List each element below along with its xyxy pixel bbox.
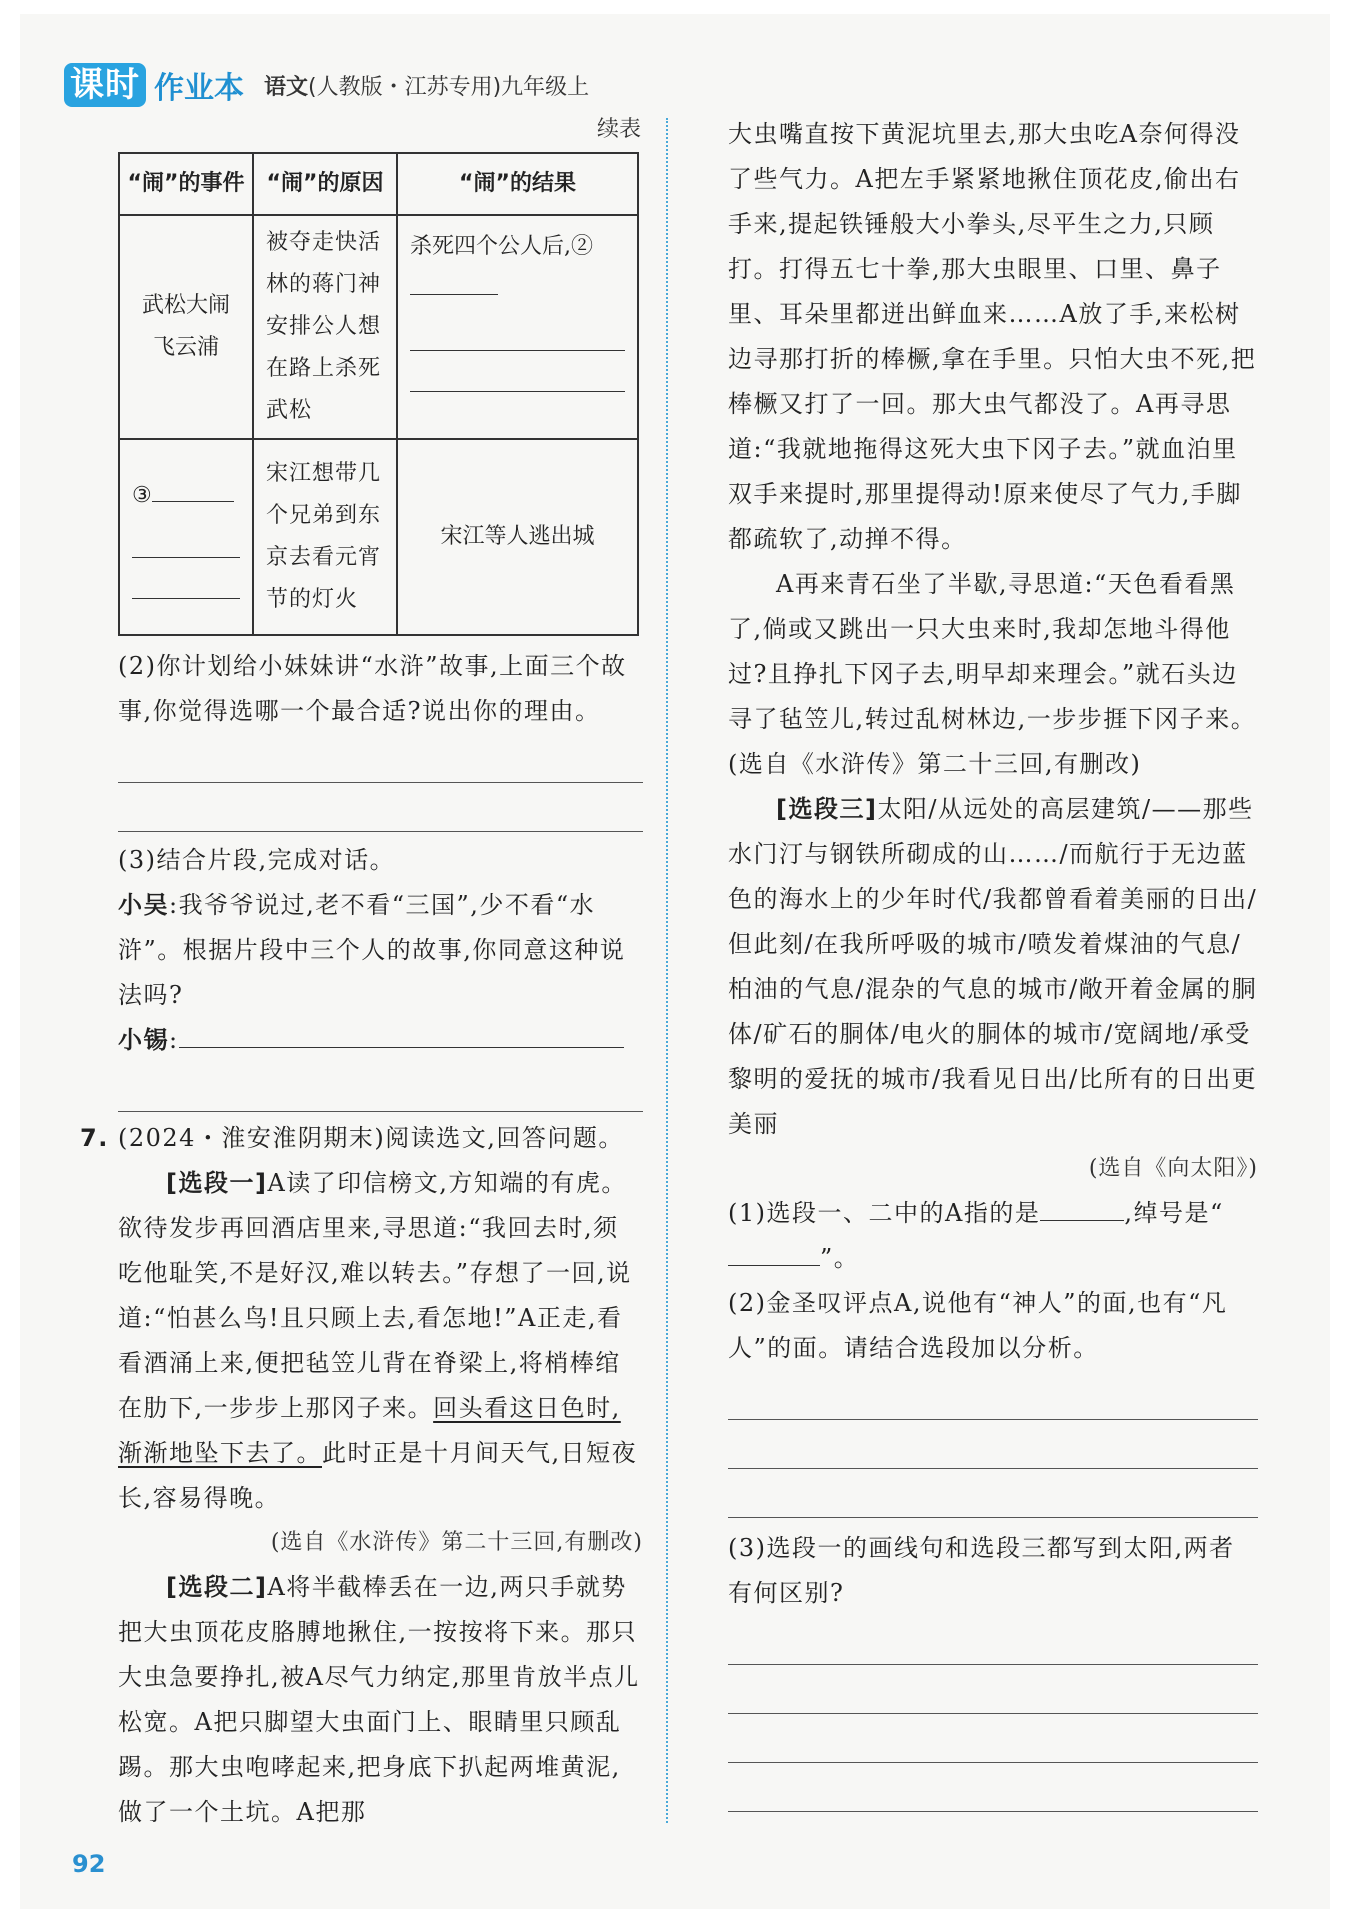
page-number: 92 <box>72 1850 106 1878</box>
answer-line[interactable] <box>410 310 625 351</box>
speaker-xiaoxi: 小锡 <box>118 1026 169 1054</box>
answer-line[interactable] <box>728 1371 1258 1420</box>
answer-line[interactable] <box>728 1763 1258 1812</box>
brand-logo <box>64 63 244 107</box>
continued-label: 续表 <box>596 117 641 142</box>
selection-1-label: [选段一] <box>166 1169 268 1197</box>
answer-line[interactable] <box>728 1469 1258 1518</box>
table-header-reason: “闹”的原因 <box>253 153 397 215</box>
selection-3-label: [选段三] <box>776 795 878 823</box>
question-3-intro: (3)结合片段,完成对话。 <box>118 846 396 874</box>
selection-2-paragraph-2: A再来青石坐了半歇,寻思道:“天色看看黑了,倘或又跳出一只大虫来时,我却怎地斗得他过?且挣扎下冈子去,明早却来理会。”就石头边寻了毡笠儿,转过乱树林边,一步步捱下冈子来。(选自《水浒传》第二十三回,有删改) <box>728 570 1257 778</box>
table-header-row <box>119 153 638 215</box>
selection-1-underlined: 回头看这日色时,渐渐地坠下去了。 <box>118 1394 621 1467</box>
answer-blank-xiaoxi[interactable] <box>179 1021 624 1048</box>
answer-line[interactable] <box>118 1063 643 1112</box>
selection-3-text: 太阳/从远处的高层建筑/——那些水门汀与钢铁所砌成的山……/而航行于无边蓝色的海水上的少年时代/我都曾看着美丽的日出/但此刻/在我所呼吸的城市/喷发着煤油的气息/柏油的气息/混杂的气息的城市/敞开着金属的胴体/矿石的胴体/电火的胴体的城市/宽阔地/承受黎明的爱抚的城市/我看见日出/比所有的日出更美丽 <box>728 795 1258 1138</box>
table-cell-result <box>397 215 638 439</box>
selection-2-label: [选段二] <box>166 1573 268 1601</box>
answer-blank-nickname[interactable] <box>728 1239 820 1266</box>
selection-2 <box>118 1565 643 1835</box>
table-cell-event: 武松大闹飞云浦 <box>119 215 253 439</box>
selection-3-source: (选自《向太阳》) <box>1088 1156 1258 1181</box>
table-cell-reason: 宋江想带几个兄弟到东京去看元宵节的灯火 <box>253 439 397 635</box>
speaker-xiaowu: 小吴 <box>118 891 169 919</box>
question-7-2: (2)金圣叹评点A,说他有“神人”的面,也有“凡人”的面。请结合选段加以分析。 <box>728 1289 1228 1362</box>
left-column <box>80 112 643 1835</box>
table-cell-event <box>119 439 253 635</box>
logo-keshi: 课时 <box>64 63 146 107</box>
answer-line[interactable] <box>728 1420 1258 1469</box>
result-text: 杀死四个公人后,② <box>410 234 593 259</box>
q7-1-text-b: ,绰号 <box>1124 1199 1185 1227</box>
selection-3 <box>728 787 1258 1147</box>
q7-1-text-a: (1)选段一、二中的A指的是 <box>728 1199 1041 1227</box>
question-7-number: 7. <box>80 1124 109 1152</box>
question-7-text: (2024・淮安淮阴期末)阅读选文,回答问题。 <box>117 1124 624 1152</box>
answer-line[interactable] <box>118 783 643 832</box>
question-7-intro <box>80 1116 643 1161</box>
question-2: (2)你计划给小妹妹讲“水浒”故事,上面三个故事,你觉得选哪一个最合适?说出你的理由。 <box>118 652 627 725</box>
events-table <box>118 152 639 636</box>
answer-line[interactable] <box>728 1616 1258 1665</box>
answer-line[interactable] <box>728 1665 1258 1714</box>
answer-line[interactable] <box>132 517 240 558</box>
subject-info <box>264 70 589 101</box>
answer-blank-name[interactable] <box>1040 1194 1124 1221</box>
column-divider <box>666 118 668 1823</box>
answer-line[interactable] <box>410 351 625 392</box>
q7-1-text-c: 是“ <box>1184 1199 1224 1227</box>
answer-blank-2[interactable] <box>410 268 498 295</box>
subject-name: 语文 <box>264 74 309 100</box>
table-header-event: “闹”的事件 <box>119 153 253 215</box>
answer-line[interactable] <box>728 1714 1258 1763</box>
table-cell-result: 宋江等人逃出城 <box>397 439 638 635</box>
selection-1-tail: 此时正是十月间天气,日短夜长,容易得晚。 <box>118 1439 638 1512</box>
dialogue-xiaowu <box>118 883 643 1018</box>
question-7-1 <box>728 1191 1258 1281</box>
logo-zuoyeben: 作业本 <box>154 71 244 106</box>
edition-info: (人教版・江苏专用)九年级上 <box>308 74 590 100</box>
xiaowu-text: :我爷爷说过,老不看“三国”,少不看“水浒”。根据片段中三个人的故事,你同意这种说法吗? <box>118 891 626 1009</box>
right-column <box>728 112 1258 1812</box>
selection-2-text: A将半截棒丢在一边,两只手就势把大虫顶花皮胳膊地揪住,一按按将下来。那只大虫急要挣扎,被A尽气力纳定,那里肯放半点儿松宽。A把只脚望大虫面门上、眼睛里只顾乱踢。那大虫咆哮起来,把身底下扒起两堆黄泥,做了一个土坑。A把那 <box>118 1573 640 1826</box>
q7-1-text-d: ”。 <box>820 1244 860 1272</box>
dialogue-xiaoxi <box>118 1018 643 1063</box>
selection-2-continued: 大虫嘴直按下黄泥坑里去,那大虫吃A奈何得没了些气力。A把左手紧紧地揪住顶花皮,偷出右手来,提起铁锤般大小拳头,尽平生之力,只顾打。打得五七十拳,那大虫眼里、口里、鼻子里、耳朵里都迸出鲜血来……A放了手,来松树边寻那打折的棒橛,拿在手里。只怕大虫不死,把棒橛又打了一回。那大虫气都没了。A再寻思道:“我就地拖得这死大虫下冈子去。”就血泊里双手来提时,那里提得动!原来使尽了气力,手脚都疏软了,动掸不得。 <box>728 120 1257 553</box>
table-header-result: “闹”的结果 <box>397 153 638 215</box>
table-cell-reason: 被夺走快活林的蒋门神安排公人想在路上杀死武松 <box>253 215 397 439</box>
selection-1-source: (选自《水浒传》第二十三回,有删改) <box>270 1530 643 1555</box>
table-row <box>119 215 638 439</box>
selection-1 <box>118 1161 643 1521</box>
page-header <box>64 60 589 110</box>
answer-blank-3[interactable] <box>152 475 234 502</box>
question-7-3: (3)选段一的画线句和选段三都写到太阳,两者有何区别? <box>728 1534 1235 1607</box>
answer-line[interactable] <box>132 558 240 599</box>
table-row <box>119 439 638 635</box>
event-number-3: ③ <box>132 483 152 508</box>
selection-1-text: A读了印信榜文,方知端的有虎。欲待发步再回酒店里来,寻思道:“我回去时,须吃他耻笑,不是好汉,难以转去。”存想了一回,说道:“怕甚么鸟!且只顾上去,看怎地!”A正走,看看酒涌上来,便把毡笠儿背在脊梁上,将梢棒绾在肋下,一步步上那冈子来。 <box>118 1169 632 1422</box>
answer-line[interactable] <box>118 734 643 783</box>
xiaoxi-colon: : <box>169 1026 179 1054</box>
